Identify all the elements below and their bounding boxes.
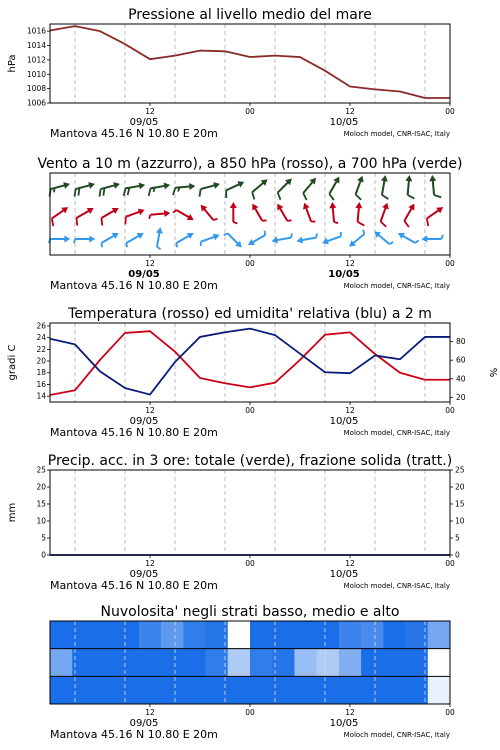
barb-feather: [198, 189, 203, 197]
barb-feather: [74, 239, 76, 243]
wind-barb: [97, 181, 122, 197]
wind-barb: [325, 175, 346, 200]
time-tick-label: 00: [445, 107, 455, 116]
barb-feather: [415, 240, 418, 244]
barb-arrowhead: [296, 237, 303, 245]
y-tick-label-right: 60: [456, 355, 466, 365]
barb-feather: [123, 217, 128, 225]
cloud-cell: [50, 676, 73, 704]
wind-barb: [147, 181, 171, 195]
barb-arrowhead: [274, 202, 283, 211]
barb-feather: [276, 193, 283, 200]
wind-barb: [173, 206, 195, 223]
wind-barb: [97, 205, 122, 226]
barb-arrowhead: [421, 236, 427, 243]
cloud-cell: [139, 621, 162, 649]
wind-barb: [274, 202, 291, 224]
wind-barb: [122, 207, 147, 225]
y-tick-label: 14: [36, 391, 46, 401]
time-tick-label: 12: [145, 559, 155, 568]
cloud-cell: [72, 649, 95, 677]
cloud-cell: [161, 676, 184, 704]
barb-feather: [263, 231, 266, 235]
cloud-cell: [339, 676, 362, 704]
plot-frame: [50, 323, 450, 402]
barb-feather: [123, 188, 127, 195]
wind-barb: [396, 230, 418, 247]
barb-arrowhead: [230, 202, 237, 208]
barb-arrowhead: [113, 181, 121, 189]
date-label: 10/05: [329, 569, 359, 580]
time-tick-label: 12: [145, 406, 155, 415]
date-label: 09/05: [128, 269, 160, 280]
panel-title: Precip. acc. in 3 ore: totale (verde), frazione solida (tratt.): [47, 453, 453, 469]
wind-barb: [49, 236, 70, 244]
cloud-cell: [294, 676, 317, 704]
barb-feather: [389, 241, 393, 245]
barb-feather: [334, 222, 338, 224]
cloud-cell: [383, 676, 406, 704]
barb-feather: [316, 233, 318, 237]
wind-barb: [376, 202, 394, 227]
date-label: 10/05: [329, 416, 359, 427]
cloud-cell: [272, 621, 295, 649]
cloud-cell: [94, 621, 117, 649]
wind-barb: [329, 202, 338, 224]
wind-barb: [378, 175, 392, 199]
cloud-cell: [72, 676, 95, 704]
y-tick-label: 0: [41, 550, 46, 560]
model-credit: Moloch model, CNR-ISAC, Italy: [343, 282, 450, 290]
model-credit: Moloch model, CNR-ISAC, Italy: [343, 731, 450, 739]
cloud-cell: [183, 621, 206, 649]
barb-feather: [99, 218, 105, 226]
barb-feather: [355, 195, 363, 200]
barb-arrowhead: [382, 202, 391, 210]
time-tick-label: 00: [445, 406, 455, 415]
cloud-cell: [139, 676, 162, 704]
cloud-cell: [428, 621, 451, 649]
location-label: Mantova 45.16 N 10.80 E 20m: [50, 579, 218, 592]
wind-barb: [351, 175, 369, 200]
barb-feather: [262, 219, 266, 222]
barb-feather: [175, 243, 178, 247]
barb-arrowhead: [329, 202, 336, 209]
barb-arrowhead: [357, 175, 366, 183]
cloud-cell: [117, 621, 140, 649]
y-tick-label: 26: [36, 321, 46, 331]
wind-barb: [123, 230, 145, 247]
barb-feather: [380, 222, 388, 227]
cloud-cell: [161, 621, 184, 649]
cloud-cell: [250, 621, 273, 649]
barb-arrowhead: [64, 236, 70, 243]
time-tick-label: 00: [245, 559, 255, 568]
wind-barb: [230, 202, 238, 224]
cloud-cell: [361, 676, 384, 704]
wind-barb: [153, 227, 164, 249]
y-tick-label-right: 5: [455, 533, 460, 543]
time-tick-label: 00: [445, 708, 455, 717]
y-tick-label: 1016: [26, 26, 46, 36]
barb-feather: [98, 189, 103, 197]
barb-feather: [213, 218, 217, 222]
wind-barb: [301, 201, 315, 224]
wind-barb: [299, 176, 322, 200]
cloud-cell: [72, 621, 95, 649]
date-label: 09/05: [129, 569, 159, 580]
wind-barb: [98, 230, 120, 247]
wind-barb: [224, 230, 245, 251]
y-tick-label: 1014: [26, 41, 46, 51]
barb-feather: [291, 233, 293, 237]
cloud-cell: [272, 676, 295, 704]
barb-arrowhead: [408, 202, 417, 211]
barb-arrowhead: [396, 230, 405, 239]
barb-arrowhead: [164, 209, 171, 216]
cloud-cell: [317, 676, 340, 704]
barb-arrowhead: [89, 236, 95, 243]
barb-feather: [441, 235, 443, 239]
y-tick-label: 24: [36, 333, 46, 343]
date-label: 10/05: [328, 269, 360, 280]
cloud-cell: [339, 621, 362, 649]
location-label: Mantova 45.16 N 10.80 E 20m: [50, 127, 218, 140]
cloud-cell: [250, 676, 273, 704]
y-tick-label-right: 20: [455, 482, 465, 492]
wind-barb: [122, 181, 146, 195]
y-axis-label: mm: [7, 502, 18, 523]
wind-barb: [404, 175, 416, 199]
barb-arrowhead: [112, 230, 121, 239]
barb-feather: [381, 195, 388, 199]
barb-arrowhead: [137, 230, 146, 239]
cloud-cell: [228, 649, 251, 677]
y-tick-label: 20: [36, 482, 46, 492]
y-tick-label-right: 0: [455, 550, 460, 560]
wind-barb: [400, 202, 421, 227]
y-tick-label: 5: [41, 533, 46, 543]
barb-arrowhead: [63, 181, 71, 189]
y-tick-label-right: 80: [456, 337, 466, 347]
location-label: Mantova 45.16 N 10.80 E 20m: [50, 426, 218, 439]
cloud-cell: [50, 621, 73, 649]
time-tick-label: 12: [345, 259, 355, 268]
barb-feather: [328, 194, 336, 200]
wind-barb: [72, 205, 97, 226]
wind-barb: [198, 202, 218, 223]
barb-arrowhead: [213, 232, 221, 241]
cloud-cell: [294, 621, 317, 649]
wind-barb: [173, 230, 195, 247]
series-line: [50, 26, 450, 98]
barb-arrowhead: [88, 181, 96, 189]
cloud-cell: [228, 676, 251, 704]
time-tick-label: 12: [345, 708, 355, 717]
y-tick-label-right: 10: [455, 516, 465, 526]
barb-feather: [125, 243, 128, 247]
y-axis-label-right: %: [487, 367, 498, 378]
y-axis-label: gradi C: [7, 344, 18, 381]
y-tick-label: 1006: [26, 98, 46, 108]
time-tick-label: 00: [245, 259, 255, 268]
time-tick-label: 00: [445, 259, 455, 268]
barb-arrowhead: [112, 205, 121, 214]
cloud-cell: [50, 649, 73, 677]
time-tick-label: 00: [445, 559, 455, 568]
barb-arrowhead: [429, 175, 436, 182]
barb-arrowhead: [156, 227, 164, 234]
wind-barb: [321, 232, 344, 246]
barb-arrowhead: [249, 202, 258, 211]
date-label: 09/05: [129, 718, 159, 729]
barb-feather: [301, 193, 308, 200]
cloud-cell: [383, 649, 406, 677]
time-tick-label: 12: [145, 107, 155, 116]
cloud-cell: [183, 649, 206, 677]
y-tick-label: 1008: [26, 84, 46, 94]
wind-barb: [197, 181, 222, 197]
y-tick-label: 22: [36, 344, 46, 354]
barb-arrowhead: [246, 239, 255, 248]
y-tick-label: 18: [36, 368, 46, 378]
barb-arrowhead: [138, 207, 146, 216]
wind-barb: [72, 181, 97, 197]
barb-arrowhead: [164, 181, 171, 189]
date-label: 10/05: [329, 718, 359, 729]
y-axis-label: hPa: [7, 54, 18, 73]
cloud-cell: [317, 649, 340, 677]
model-credit: Moloch model, CNR-ISAC, Italy: [343, 130, 450, 138]
barb-feather: [250, 192, 257, 199]
barb-feather: [172, 188, 176, 195]
cloud-cell: [139, 649, 162, 677]
time-tick-label: 12: [145, 708, 155, 717]
model-credit: Moloch model, CNR-ISAC, Italy: [343, 582, 450, 590]
wind-barb: [198, 232, 221, 246]
wind-barb: [429, 174, 441, 198]
wind-barb: [249, 202, 266, 224]
series-line: [50, 331, 450, 395]
barb-feather: [434, 194, 441, 198]
y-tick-label-right: 20: [456, 392, 466, 402]
wind-barb: [74, 236, 96, 244]
wind-barb: [248, 177, 272, 200]
time-tick-label: 12: [345, 406, 355, 415]
barb-arrowhead: [189, 182, 196, 189]
cloud-cell: [294, 649, 317, 677]
cloud-cell: [272, 649, 295, 677]
wind-barb: [354, 202, 366, 226]
barb-arrowhead: [301, 202, 310, 210]
y-tick-label: 10: [36, 516, 46, 526]
wind-barb: [422, 204, 447, 226]
barb-feather: [357, 222, 364, 226]
wind-barb: [246, 231, 268, 248]
barb-feather: [100, 243, 103, 247]
location-label: Mantova 45.16 N 10.80 E 20m: [50, 279, 218, 292]
barb-feather: [407, 195, 414, 199]
y-tick-label: 25: [36, 465, 46, 475]
y-tick-label: 16: [36, 379, 46, 389]
panel-title: Pressione al livello medio del mare: [128, 7, 372, 23]
cloud-cell: [228, 621, 251, 649]
cloud-cell: [94, 676, 117, 704]
cloud-cell: [361, 621, 384, 649]
time-tick-label: 00: [245, 406, 255, 415]
barb-arrowhead: [187, 214, 196, 223]
wind-barb: [347, 230, 368, 250]
wind-barb: [421, 235, 443, 243]
cloud-cell: [117, 676, 140, 704]
time-tick-label: 12: [345, 559, 355, 568]
barb-feather: [148, 188, 152, 195]
y-tick-label-right: 25: [455, 465, 465, 475]
cloud-cell: [317, 621, 340, 649]
model-credit: Moloch model, CNR-ISAC, Italy: [343, 429, 450, 437]
y-tick-label: 15: [36, 499, 46, 509]
y-tick-label-right: 40: [456, 374, 466, 384]
wind-barb: [47, 181, 72, 197]
cloud-cell: [339, 649, 362, 677]
plot-frame: [50, 470, 450, 555]
barb-arrowhead: [381, 175, 389, 182]
barb-feather: [73, 189, 78, 197]
barb-feather: [157, 247, 161, 249]
barb-arrowhead: [213, 181, 221, 189]
wind-barb: [149, 209, 171, 218]
wind-barb: [271, 233, 293, 244]
location-label: Mantova 45.16 N 10.80 E 20m: [50, 728, 218, 741]
series-line: [50, 329, 450, 395]
time-tick-label: 00: [245, 708, 255, 717]
barb-arrowhead: [333, 175, 342, 184]
cloud-cell: [94, 649, 117, 677]
barb-feather: [362, 230, 366, 234]
y-tick-label: 20: [36, 356, 46, 366]
panel-title: Temperatura (rosso) ed umidita' relativa (blu) a 2 m: [68, 306, 432, 322]
y-tick-label: 1012: [26, 55, 46, 65]
barb-arrowhead: [405, 175, 412, 182]
panel-title: Nuvolosita' negli strati basso, medio e alto: [100, 604, 400, 620]
barb-feather: [224, 232, 228, 236]
barb-feather: [223, 190, 229, 198]
time-tick-label: 00: [245, 107, 255, 116]
wind-barb: [172, 182, 196, 194]
barb-arrowhead: [355, 202, 362, 209]
wind-barb: [273, 176, 297, 200]
date-label: 09/05: [129, 117, 159, 128]
wind-barb: [222, 179, 247, 198]
cloud-cell: [117, 649, 140, 677]
barb-arrowhead: [187, 230, 196, 239]
barb-feather: [287, 219, 291, 222]
cloud-cell: [183, 676, 206, 704]
cloud-cell: [428, 676, 451, 704]
wind-barb: [296, 233, 318, 244]
cloud-cell: [383, 621, 406, 649]
cloud-cell: [428, 649, 451, 677]
wind-barb: [47, 204, 72, 226]
cloud-cell: [361, 649, 384, 677]
panel-title: Vento a 10 m (azzurro), a 850 hPa (rosso), a 700 hPa (verde): [37, 156, 463, 172]
barb-arrowhead: [139, 181, 146, 189]
y-tick-label-right: 15: [455, 499, 465, 509]
cloud-cell: [250, 649, 273, 677]
cloud-cell: [161, 649, 184, 677]
barb-feather: [233, 222, 237, 224]
barb-arrowhead: [237, 179, 245, 188]
y-tick-label: 1010: [26, 69, 46, 79]
barb-arrowhead: [271, 237, 278, 245]
barb-arrowhead: [87, 205, 96, 214]
barb-feather: [403, 221, 411, 227]
time-tick-label: 12: [145, 259, 155, 268]
barb-feather: [149, 215, 151, 219]
time-tick-label: 12: [345, 107, 355, 116]
date-label: 09/05: [129, 416, 159, 427]
date-label: 10/05: [329, 117, 359, 128]
